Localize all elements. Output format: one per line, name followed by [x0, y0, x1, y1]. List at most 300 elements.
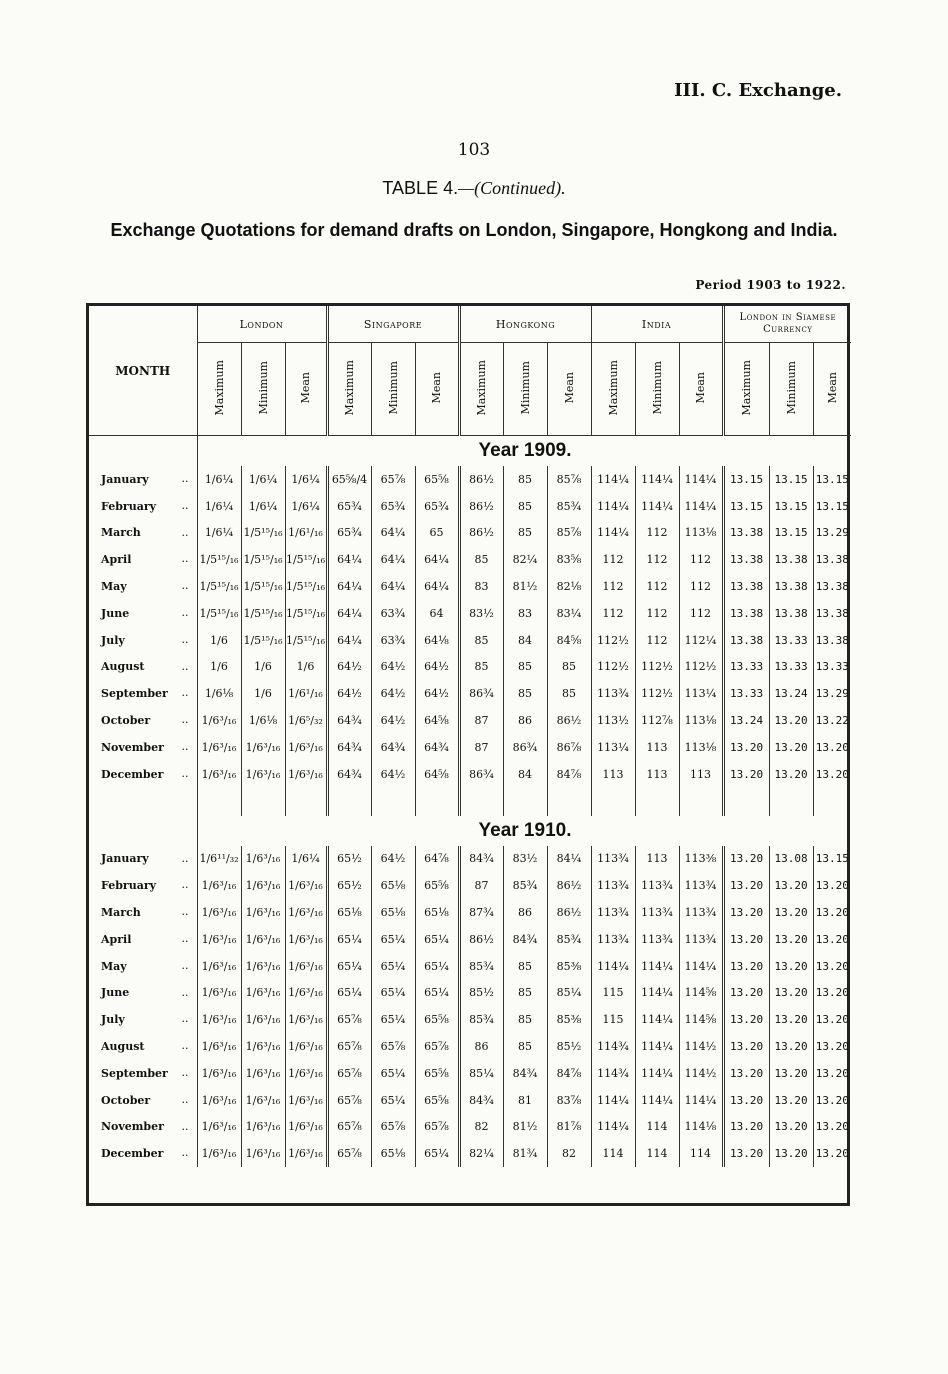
- table-cell: 83⅝: [547, 546, 591, 573]
- month-cell: [89, 899, 197, 926]
- table-cell: 85¼: [547, 980, 591, 1007]
- table-cell: 64¾: [327, 707, 371, 734]
- table-cell: 85¼: [459, 1060, 503, 1087]
- month-cell: [89, 734, 197, 761]
- table-cell: 84¾: [503, 1060, 547, 1087]
- table-cell: 13.20: [769, 899, 813, 926]
- spacer-cell: [285, 788, 327, 816]
- table-cell: 65¼: [415, 926, 459, 953]
- table-cell: 1/6³/₁₆: [285, 872, 327, 899]
- leader-dots: ..: [181, 579, 189, 593]
- table-cell: 13.20: [813, 734, 851, 761]
- table-cell: 86¾: [503, 734, 547, 761]
- month-label: February: [101, 879, 157, 893]
- leader-dots: ..: [181, 605, 189, 619]
- table-cell: 86½: [547, 899, 591, 926]
- table-cell: 1/5¹⁵/₁₆: [197, 573, 241, 600]
- table-cell: 85: [459, 627, 503, 654]
- table-cell: 64⅞: [415, 846, 459, 873]
- table-cell: 65⅛: [371, 872, 415, 899]
- table-cell: 113½: [591, 707, 635, 734]
- table-cell: 84⅝: [547, 627, 591, 654]
- table-cell: 113⅛: [679, 520, 723, 547]
- table-cell: 83: [503, 600, 547, 627]
- table-cell: 1/6³/₁₆: [197, 899, 241, 926]
- month-cell: [89, 680, 197, 707]
- month-cell: [89, 573, 197, 600]
- table-cell: 113⅜: [679, 846, 723, 873]
- table-cell: 113¼: [591, 734, 635, 761]
- table-cell: 64½: [415, 680, 459, 707]
- table-cell: 113¾: [591, 680, 635, 707]
- table-cell: 112: [635, 600, 679, 627]
- table-cell: 65⅝: [415, 1006, 459, 1033]
- table-cell: 65¼: [371, 1087, 415, 1114]
- group-header-hongkong: Hongkong: [459, 306, 591, 343]
- month-cell: [89, 1060, 197, 1087]
- table-cell: 65⅝: [415, 1060, 459, 1087]
- table-cell: 112: [679, 600, 723, 627]
- table-cell: 112: [591, 600, 635, 627]
- table-cell: 114⅛: [679, 1114, 723, 1141]
- month-cell: [89, 980, 197, 1007]
- table-cell: 115: [591, 1006, 635, 1033]
- table-cell: 1/5¹⁵/₁₆: [285, 600, 327, 627]
- table-cell: 85¾: [503, 872, 547, 899]
- table-cell: 64½: [371, 680, 415, 707]
- table-cell: 64½: [327, 654, 371, 681]
- table-cell: 65⅛: [371, 899, 415, 926]
- month-label: March: [101, 526, 141, 540]
- table-cell: 1/6³/₁₆: [197, 1114, 241, 1141]
- month-label: August: [101, 1040, 145, 1054]
- table-cell: 84¼: [547, 846, 591, 873]
- table-cell: 113¾: [635, 926, 679, 953]
- table-cell: 65¾: [371, 493, 415, 520]
- table-cell: 64½: [371, 846, 415, 873]
- table-cell: 81½: [503, 1114, 547, 1141]
- subheader-minimum: [503, 343, 547, 436]
- leader-dots: ..: [181, 713, 189, 727]
- table-cell: 85¾: [459, 953, 503, 980]
- table-cell: 112: [635, 546, 679, 573]
- month-label: November: [101, 740, 164, 754]
- spacer-cell: [89, 788, 197, 816]
- table-cell: 13.15: [769, 466, 813, 493]
- table-cell: 65¼: [371, 1060, 415, 1087]
- table-cell: 64½: [371, 707, 415, 734]
- table-cell: 1/5¹⁵/₁₆: [285, 627, 327, 654]
- table-cell: 114¼: [591, 953, 635, 980]
- table-row: [89, 1006, 851, 1033]
- table-cell: 1/6³/₁₆: [241, 1033, 285, 1060]
- table-cell: 64¾: [327, 761, 371, 788]
- table-cell: 1/6³/₁₆: [241, 1006, 285, 1033]
- spacer-cell: [723, 788, 769, 816]
- table-cell: 113¾: [679, 899, 723, 926]
- spacer-cell: [327, 788, 371, 816]
- table-cell: 113¾: [591, 872, 635, 899]
- month-label: January: [101, 852, 149, 866]
- table-cell: 114¼: [679, 1087, 723, 1114]
- table-row: [89, 707, 851, 734]
- table-cell: 13.20: [813, 761, 851, 788]
- subheader-label: Mean: [825, 371, 839, 404]
- table-cell: 64½: [371, 761, 415, 788]
- table-cell: 1/6³/₁₆: [285, 1033, 327, 1060]
- table-cell: 86½: [459, 493, 503, 520]
- spacer-cell: [459, 788, 503, 816]
- table-cell: 85: [503, 980, 547, 1007]
- table-row: [89, 573, 851, 600]
- table-cell: 1/6³/₁₆: [285, 1087, 327, 1114]
- table-cell: 84¾: [459, 1087, 503, 1114]
- table-cell: 65⅞: [327, 1006, 371, 1033]
- table-cell: 86¾: [459, 680, 503, 707]
- exchange-table: [86, 303, 850, 1206]
- subheader-minimum: [241, 343, 285, 436]
- table-cell: 112½: [591, 654, 635, 681]
- table-cell: 1/6¼: [241, 493, 285, 520]
- table-cell: 113⅛: [679, 707, 723, 734]
- table-cell: 112: [635, 520, 679, 547]
- table-cell: 1/6³/₁₆: [241, 1087, 285, 1114]
- leader-dots: ..: [181, 1039, 189, 1053]
- spacer-cell: [197, 436, 459, 467]
- table-cell: 1/6³/₁₆: [197, 980, 241, 1007]
- month-cell: [89, 846, 197, 873]
- table-cell: 65¼: [371, 1006, 415, 1033]
- table-cell: 65⅛: [415, 899, 459, 926]
- table-row: [89, 493, 851, 520]
- table-cell: 1/6¼: [285, 466, 327, 493]
- table-cell: 13.15: [813, 466, 851, 493]
- table-row: [89, 600, 851, 627]
- table-cell: 13.38: [723, 546, 769, 573]
- table-cell: 86: [503, 707, 547, 734]
- table-cell: 13.24: [769, 680, 813, 707]
- month-cell: [89, 600, 197, 627]
- month-label: October: [101, 1093, 151, 1107]
- month-label: June: [101, 606, 130, 620]
- table-cell: 114¼: [679, 493, 723, 520]
- table-cell: 13.33: [813, 654, 851, 681]
- table-cell: 13.20: [769, 734, 813, 761]
- period-label: Period 1903 to 1922.: [695, 278, 846, 292]
- table-cell: 85: [503, 654, 547, 681]
- table-cell: 13.20: [769, 953, 813, 980]
- table-cell: 65¼: [371, 926, 415, 953]
- subheader-mean: [679, 343, 723, 436]
- table-cell: 64½: [371, 654, 415, 681]
- subheader-label: Maximum: [606, 359, 620, 416]
- table-cell: 65¼: [327, 953, 371, 980]
- month-cell: [89, 1140, 197, 1167]
- table-cell: 83½: [459, 600, 503, 627]
- table-cell: 114¾: [591, 1060, 635, 1087]
- table-cell: 65⅛: [327, 899, 371, 926]
- table-cell: 82¼: [503, 546, 547, 573]
- month-label: May: [101, 959, 127, 973]
- month-label: September: [101, 1066, 168, 1080]
- table-cell: 114¼: [591, 466, 635, 493]
- table-cell: 113¾: [591, 926, 635, 953]
- table-cell: 13.38: [723, 573, 769, 600]
- table-cell: 112½: [635, 680, 679, 707]
- table-cell: 113: [591, 761, 635, 788]
- table-cell: 65⅛: [371, 1140, 415, 1167]
- subheader-label: Maximum: [475, 359, 488, 416]
- subheader-label: Minimum: [256, 360, 270, 415]
- table-cell: 65⅞: [327, 1114, 371, 1141]
- table-cell: 1/6³/₁₆: [197, 1006, 241, 1033]
- table-cell: 13.33: [769, 627, 813, 654]
- table-cell: 13.20: [723, 734, 769, 761]
- table-cell: 13.20: [723, 899, 769, 926]
- subheader-maximum: [459, 343, 503, 436]
- table-cell: 1/6³/₁₆: [285, 761, 327, 788]
- table-cell: 113: [635, 734, 679, 761]
- table-cell: 81⅞: [547, 1114, 591, 1141]
- table-cell: 1/5¹⁵/₁₆: [241, 627, 285, 654]
- table-row: [89, 1033, 851, 1060]
- table-cell: 1/6³/₁₆: [285, 1060, 327, 1087]
- table-cell: 13.20: [769, 1006, 813, 1033]
- table-cell: 113¾: [679, 926, 723, 953]
- table-cell: 1/6³/₁₆: [285, 1006, 327, 1033]
- table-row: [89, 466, 851, 493]
- table-cell: 64¼: [415, 573, 459, 600]
- table-cell: 85¾: [547, 493, 591, 520]
- table-cell: 64¼: [371, 520, 415, 547]
- leader-dots: ..: [181, 931, 189, 945]
- table-cell: 1/5¹⁵/₁₆: [285, 573, 327, 600]
- table-cell: 64⅛: [415, 627, 459, 654]
- table-cell: 13.20: [769, 707, 813, 734]
- spacer-cell: [635, 788, 679, 816]
- table-cell: 65¼: [415, 1140, 459, 1167]
- table-cell: 13.20: [723, 953, 769, 980]
- month-label: September: [101, 687, 168, 701]
- table-cell: 85: [503, 1006, 547, 1033]
- subheader-minimum: [371, 343, 415, 436]
- table-cell: 84⅞: [547, 761, 591, 788]
- spacer-cell: [591, 816, 851, 846]
- table-cell: 13.15: [813, 846, 851, 873]
- table-cell: 114⅝: [679, 980, 723, 1007]
- table-cell: 1/6³/₁₆: [197, 872, 241, 899]
- table-cell: 13.38: [723, 520, 769, 547]
- table-cell: 86: [503, 899, 547, 926]
- table-cell: 64¼: [371, 546, 415, 573]
- table-cell: 1/6³/₁₆: [285, 980, 327, 1007]
- table-cell: 13.20: [813, 1006, 851, 1033]
- table-cell: 13.15: [723, 466, 769, 493]
- month-label: January: [101, 472, 149, 486]
- table-cell: 1/6³/₁₆: [197, 1087, 241, 1114]
- table-cell: 114¼: [635, 493, 679, 520]
- table-cell: 85: [503, 1033, 547, 1060]
- table-cell: 13.20: [769, 980, 813, 1007]
- table-cell: 1/6³/₁₆: [197, 953, 241, 980]
- table-cell: 86½: [547, 872, 591, 899]
- leader-dots: ..: [181, 739, 189, 753]
- subheader-maximum: [197, 343, 241, 436]
- table-cell: 82: [459, 1114, 503, 1141]
- table-row: [89, 654, 851, 681]
- table-cell: 13.20: [723, 1033, 769, 1060]
- table-cell: 65⅞: [371, 1114, 415, 1141]
- subheader-mean: [285, 343, 327, 436]
- table-row: [89, 520, 851, 547]
- table-cell: 114¼: [635, 1033, 679, 1060]
- month-cell: [89, 1087, 197, 1114]
- table-cell: 65⅞: [327, 1087, 371, 1114]
- month-label: February: [101, 499, 157, 513]
- table-cell: 13.15: [723, 493, 769, 520]
- table-cell: 13.20: [769, 1114, 813, 1141]
- table-cell: 1/5¹⁵/₁₆: [241, 600, 285, 627]
- subheader-label: Minimum: [386, 360, 400, 415]
- table-cell: 65⅝/4: [327, 466, 371, 493]
- spacer-cell: [813, 788, 851, 816]
- month-label: November: [101, 1120, 164, 1134]
- table-cell: 1/6⅛: [197, 680, 241, 707]
- table-cell: 114¼: [591, 520, 635, 547]
- table-cell: 81¾: [503, 1140, 547, 1167]
- table-cell: 65¾: [415, 493, 459, 520]
- table-cell: 112⅞: [635, 707, 679, 734]
- table-cell: 85½: [459, 980, 503, 1007]
- table-cell: 13.33: [769, 654, 813, 681]
- table-cell: 86⅞: [547, 734, 591, 761]
- table-cell: 115: [591, 980, 635, 1007]
- table-cell: 113: [635, 761, 679, 788]
- group-header-london-siamese: London in Siamese Currency: [723, 306, 851, 343]
- subheader-label: Mean: [694, 371, 708, 404]
- table-cell: 13.38: [813, 600, 851, 627]
- table-cell: 63¾: [371, 600, 415, 627]
- table-cell: 1/6³/₁₆: [197, 761, 241, 788]
- table-cell: 85¾: [459, 1006, 503, 1033]
- table-cell: 13.15: [813, 493, 851, 520]
- table-cell: 84: [503, 627, 547, 654]
- subheader-minimum: [635, 343, 679, 436]
- table-cell: 13.20: [769, 1140, 813, 1167]
- subheader-maximum: [327, 343, 371, 436]
- table-cell: 13.33: [723, 680, 769, 707]
- leader-dots: ..: [181, 659, 189, 673]
- spacer-cell: [371, 788, 415, 816]
- table-cell: 113: [679, 761, 723, 788]
- table-cell: 1/6³/₁₆: [241, 761, 285, 788]
- table-cell: 113¾: [635, 899, 679, 926]
- table-cell: 84⅞: [547, 1060, 591, 1087]
- table-cell: 13.20: [723, 761, 769, 788]
- leader-dots: ..: [181, 632, 189, 646]
- table-cell: 113⅛: [679, 734, 723, 761]
- subheader-label: Mean: [430, 371, 443, 404]
- table-cell: 113¾: [679, 872, 723, 899]
- table-cell: 65¼: [415, 980, 459, 1007]
- table-cell: 85: [503, 953, 547, 980]
- table-cell: 85¾: [547, 926, 591, 953]
- table-row: [89, 761, 851, 788]
- leader-dots: ..: [181, 766, 189, 780]
- table-cell: 13.20: [769, 872, 813, 899]
- table-cell: 64¼: [415, 546, 459, 573]
- spacer-cell: [769, 788, 813, 816]
- subheader-label: Maximum: [212, 359, 226, 416]
- table-cell: 13.20: [769, 1060, 813, 1087]
- table-cell: 65⅞: [327, 1033, 371, 1060]
- table-cell: 1/6³/₁₆: [241, 734, 285, 761]
- table-cell: 65¼: [327, 926, 371, 953]
- table-cell: 1/6³/₁₆: [197, 926, 241, 953]
- table-cell: 65½: [327, 846, 371, 873]
- table-cell: 1/5¹⁵/₁₆: [197, 546, 241, 573]
- table-cell: 81: [503, 1087, 547, 1114]
- table-cell: 65¼: [327, 980, 371, 1007]
- table-cell: 82: [547, 1140, 591, 1167]
- table-cell: 13.20: [813, 1060, 851, 1087]
- leader-dots: ..: [181, 958, 189, 972]
- spacer-cell: [503, 788, 547, 816]
- table-row: [89, 680, 851, 707]
- table-cell: 1/5¹⁵/₁₆: [285, 546, 327, 573]
- month-cell: [89, 953, 197, 980]
- table-cell: 13.38: [769, 546, 813, 573]
- table-cell: 81½: [503, 573, 547, 600]
- table-cell: 13.20: [813, 872, 851, 899]
- table-cell: 112½: [635, 654, 679, 681]
- group-header-singapore: Singapore: [327, 306, 459, 343]
- table-cell: 84¾: [459, 846, 503, 873]
- month-label: March: [101, 906, 141, 920]
- table-cell: 1/6⅛: [241, 707, 285, 734]
- table-cell: 114½: [679, 1033, 723, 1060]
- table-cell: 64¾: [415, 734, 459, 761]
- table-cell: 13.20: [723, 1114, 769, 1141]
- table-row: [89, 1140, 851, 1167]
- table-cell: 83¼: [547, 600, 591, 627]
- table-cell: 13.20: [769, 926, 813, 953]
- table-cell: 86½: [547, 707, 591, 734]
- table-cell: 65¼: [371, 980, 415, 1007]
- table-cell: 1/6³/₁₆: [197, 707, 241, 734]
- table-cell: 85: [503, 520, 547, 547]
- table-row: [89, 872, 851, 899]
- table-cell: 1/6¹/₁₆: [285, 680, 327, 707]
- subheader-label: Maximum: [740, 359, 754, 416]
- table-cell: 1/6³/₁₆: [285, 899, 327, 926]
- table-cell: 112: [635, 627, 679, 654]
- table-cell: 13.20: [723, 872, 769, 899]
- table-cell: 83: [459, 573, 503, 600]
- table-cell: 114¼: [591, 1114, 635, 1141]
- table-cell: 64¼: [327, 573, 371, 600]
- table-cell: 114: [635, 1140, 679, 1167]
- table-cell: 13.20: [723, 1006, 769, 1033]
- table-cell: 65⅝: [415, 872, 459, 899]
- table-cell: 1/6³/₁₆: [285, 1114, 327, 1141]
- table-cell: 82¼: [459, 1140, 503, 1167]
- table-cell: 64¼: [327, 600, 371, 627]
- table-subtitle: Exchange Quotations for demand drafts on London, Singapore, Hongkong and India.: [110, 220, 838, 240]
- spacer-cell: [197, 788, 241, 816]
- table-cell: 64¼: [327, 627, 371, 654]
- month-cell: [89, 627, 197, 654]
